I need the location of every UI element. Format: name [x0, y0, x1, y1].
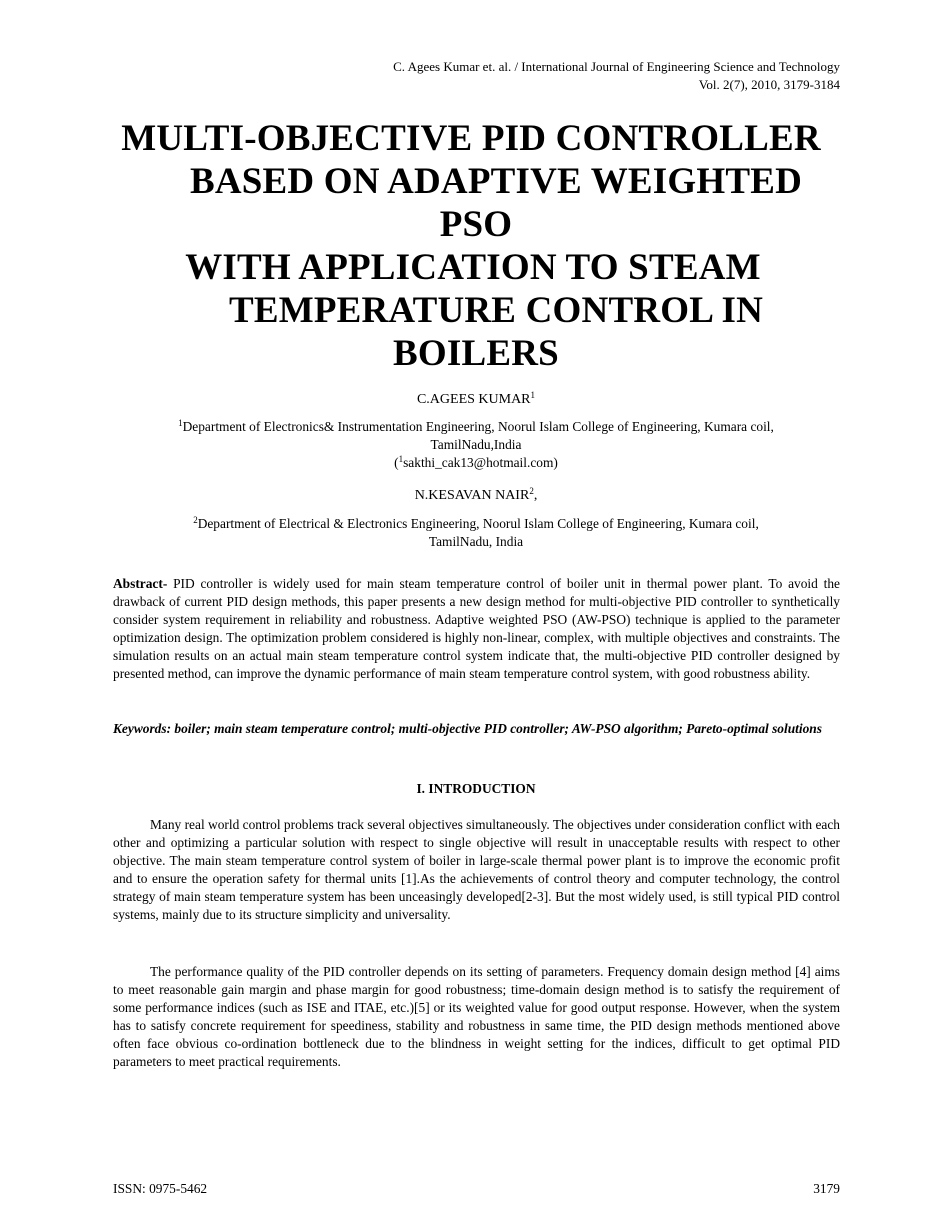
author-2-sup: 2	[529, 486, 534, 496]
section-heading-introduction: I. INTRODUCTION	[416, 781, 536, 796]
running-header-journal: C. Agees Kumar et. al. / International Journal of Engineering Science and Technology	[393, 59, 840, 74]
author-1-affiliation	[0, 418, 952, 436]
affil-1-sup: 1	[178, 418, 183, 428]
author-2-affiliation	[0, 515, 952, 533]
affil-2-line-1: Department of Electrical & Electronics Engineering, Noorul Islam College of Engineering, Kumara coil,	[197, 516, 759, 531]
title-line-5: TEMPERATURE CONTROL IN	[228, 290, 764, 331]
title-line-4: WITH APPLICATION TO STEAM	[185, 247, 761, 288]
author-1-name: C.AGEES KUMAR	[416, 392, 531, 407]
abstract-label: Abstract-	[113, 576, 168, 591]
email-address: sakthi_cak13@hotmail.com)	[403, 455, 558, 470]
affil-1-line-2: TamilNadu,India	[430, 437, 522, 452]
author-1-email	[0, 454, 952, 472]
title-line-1: MULTI-OBJECTIVE PID CONTROLLER	[121, 118, 821, 159]
author-2	[0, 487, 952, 505]
title-line-3: PSO	[439, 204, 513, 245]
intro-paragraph-2: The performance quality of the PID controller depends on its setting of parameters. Frequency domain design method [4] aims to meet reasonable gain margin and phase margin for good robustness; time-domain design method is to satisfy the requirement of some performance indices (such as ISE and ITAE, etc.)[5] or its weighted value for good output response. However, when the system has to satisfy concrete requirement for speediness, stability and robustness in same time, the PID design methods mentioned above often face obvious co-ordination bottleneck due to the blindness in weight setting for the indices, difficult to get optimal PID parameters to meet practical requirements.	[113, 964, 840, 1069]
intro-paragraph-1: Many real world control problems track several objectives simultaneously. The objectives under consideration conflict with each other and optimizing a particular solution with respect to single objective will result in unacceptable results with respect to other objective. The main steam temperature control system of boiler in large-scale thermal power plant is to improve the economic profit and to ensure the operation safety for thermal units [1].As the achievements of control theory and computer technology, the control strategy of main steam temperature system has been unceasingly developed[2-3]. But the most widely used, is still typical PID control systems, mainly due to its structure simplicity and universality.	[113, 817, 840, 922]
abstract	[113, 575, 840, 683]
author-2-suffix: ,	[533, 488, 538, 503]
footer-issn: ISSN: 0975-5462	[113, 1181, 208, 1196]
email-open-paren: (	[394, 455, 399, 470]
affil-1-line-1: Department of Electronics& Instrumentation Engineering, Noorul Islam College of Engineering, Kumara coil,	[182, 419, 774, 434]
keywords: Keywords: boiler; main steam temperature control; multi-objective PID controller; AW-PSO algorithm; Pareto-optimal solutions	[113, 721, 822, 736]
affil-2-line-2: TamilNadu, India	[428, 534, 524, 549]
title-line-2: BASED ON ADAPTIVE WEIGHTED	[189, 161, 803, 202]
affil-2-sup: 2	[193, 515, 198, 525]
author-1	[0, 391, 952, 409]
author-2-name: N.KESAVAN NAIR	[414, 488, 530, 503]
footer-page-number: 3179	[813, 1181, 840, 1196]
abstract-text: PID controller is widely used for main steam temperature control of boiler unit in thermal power plant. To avoid the drawback of current PID design methods, this paper presents a new design method for multi-objective PID controller to synthetically consider system requirement in reliability and robustness. Adaptive weighted PSO (AW-PSO) technique is applied to the parameter optimization design. The optimization problem considered is highly non-linear, complex, with multiple objectives and constraints. The simulation results on an actual main steam temperature control system indicate that, the multi-objective PID controller designed by presented method, can improve the dynamic performance of main steam temperature control system, with good robustness ability.	[113, 576, 840, 681]
email-sup: 1	[398, 454, 404, 464]
running-header-volume: Vol. 2(7), 2010, 3179-3184	[698, 77, 840, 92]
author-1-sup: 1	[530, 390, 536, 400]
title-line-6: BOILERS	[393, 333, 559, 374]
